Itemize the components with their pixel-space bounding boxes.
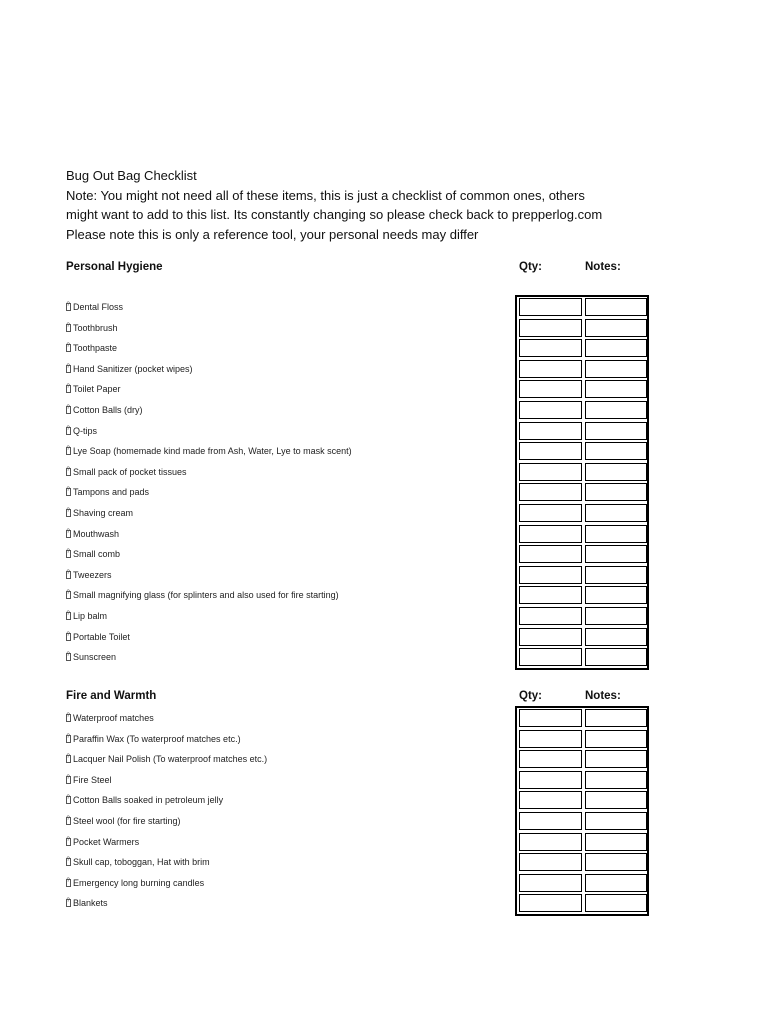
- notes-cell[interactable]: [585, 750, 647, 768]
- qty-cell[interactable]: [519, 504, 582, 522]
- checklist-item: [66, 527, 119, 541]
- grid-row: [517, 544, 647, 565]
- checkbox-icon[interactable]: [66, 406, 71, 414]
- grid-row: [517, 441, 647, 462]
- qty-cell[interactable]: [519, 894, 582, 912]
- checkbox-icon[interactable]: [66, 714, 71, 722]
- notes-cell[interactable]: [585, 483, 647, 501]
- grid-row: [517, 606, 647, 627]
- checkbox-icon[interactable]: [66, 858, 71, 866]
- checklist-item: [66, 896, 108, 910]
- checkbox-icon[interactable]: [66, 735, 71, 743]
- notes-cell[interactable]: [585, 360, 647, 378]
- checkbox-icon[interactable]: [66, 755, 71, 763]
- section-header-personal-hygiene: [66, 261, 686, 279]
- checklist-item: [66, 321, 118, 335]
- grid-row: [517, 318, 647, 339]
- checklist-item-label: Portable Toilet: [73, 631, 130, 642]
- grid-row: [517, 338, 647, 359]
- qty-cell[interactable]: [519, 874, 582, 892]
- checklist-item: [66, 876, 204, 890]
- checklist-item: [66, 793, 223, 807]
- qty-cell[interactable]: [519, 628, 582, 646]
- item-list-personal-hygiene: [66, 300, 506, 671]
- grid-row: [517, 832, 647, 853]
- notes-cell[interactable]: [585, 525, 647, 543]
- checklist-item: [66, 773, 112, 787]
- checkbox-icon[interactable]: [66, 591, 71, 599]
- notes-cell[interactable]: [585, 566, 647, 584]
- notes-cell[interactable]: [585, 586, 647, 604]
- page-title: Bug Out Bag Checklist: [66, 168, 197, 183]
- qty-cell[interactable]: [519, 360, 582, 378]
- checklist-item-label: Lacquer Nail Polish (To waterproof matches etc.): [73, 754, 268, 765]
- checklist-item-label: Blankets: [73, 898, 108, 909]
- checklist-item: [66, 588, 339, 602]
- checklist-item-label: Steel wool (for fire starting): [73, 816, 181, 826]
- checkbox-icon[interactable]: [66, 344, 71, 352]
- grid-row: [517, 585, 647, 606]
- qty-cell[interactable]: [519, 319, 582, 337]
- grid-row: [517, 749, 647, 770]
- checklist-item-label: Small pack of pocket tissues: [73, 466, 187, 477]
- grid-row: [517, 421, 647, 442]
- checkbox-icon[interactable]: [66, 571, 71, 579]
- checkbox-icon[interactable]: [66, 365, 71, 373]
- checklist-item-label: Waterproof matches: [73, 713, 154, 723]
- grid-row: [517, 770, 647, 791]
- checklist-item-label: Tampons and pads: [73, 487, 150, 498]
- grid-row: [517, 503, 647, 524]
- notes-cell[interactable]: [585, 894, 647, 912]
- qty-cell[interactable]: [519, 463, 582, 481]
- qty-cell[interactable]: [519, 791, 582, 809]
- checklist-item-label: Mouthwash: [73, 528, 120, 539]
- notes-cell[interactable]: [585, 771, 647, 789]
- checklist-item: [66, 444, 352, 458]
- notes-cell[interactable]: [585, 380, 647, 398]
- grid-row: [517, 708, 647, 729]
- checklist-item: [66, 382, 121, 396]
- checkbox-icon[interactable]: [66, 550, 71, 558]
- qty-cell[interactable]: [519, 730, 582, 748]
- checklist-item: [66, 835, 139, 849]
- qty-cell[interactable]: [519, 607, 582, 625]
- entry-grid-fire-and-warmth: [515, 706, 649, 916]
- grid-row: [517, 893, 647, 914]
- checkbox-icon[interactable]: [66, 899, 71, 907]
- qty-cell[interactable]: [519, 298, 582, 316]
- grid-row: [517, 359, 647, 380]
- grid-row: [517, 647, 647, 668]
- note-line-2: might want to add to this list. Its constantly changing so please check back to prepperlog.com: [66, 207, 603, 222]
- qty-cell[interactable]: [519, 525, 582, 543]
- checkbox-icon[interactable]: [66, 653, 71, 661]
- checklist-item-label: Sunscreen: [73, 652, 117, 663]
- grid-row: [517, 873, 647, 894]
- checkbox-icon[interactable]: [66, 879, 71, 887]
- qty-cell[interactable]: [519, 380, 582, 398]
- checklist-item-label: Toilet Paper: [73, 384, 121, 395]
- checklist-item: [66, 506, 133, 520]
- notes-cell[interactable]: [585, 607, 647, 625]
- checklist-item: [66, 814, 181, 828]
- checkbox-icon[interactable]: [66, 468, 71, 476]
- checkbox-icon[interactable]: [66, 612, 71, 620]
- notes-column-label: Notes:: [585, 690, 621, 702]
- checklist-item: [66, 630, 130, 644]
- checklist-item: [66, 711, 154, 725]
- checkbox-icon[interactable]: [66, 488, 71, 496]
- checklist-item: [66, 609, 107, 623]
- checklist-item-label: Toothpaste: [73, 343, 118, 354]
- grid-row: [517, 852, 647, 873]
- checkbox-icon[interactable]: [66, 385, 71, 393]
- note-line-3: Please note this is only a reference tool, your personal needs may differ: [66, 226, 479, 242]
- qty-cell[interactable]: [519, 586, 582, 604]
- checklist-item-label: Cotton Balls soaked in petroleum jelly: [73, 795, 224, 806]
- grid-row: [517, 729, 647, 750]
- qty-cell[interactable]: [519, 709, 582, 727]
- checkbox-icon[interactable]: [66, 303, 71, 311]
- qty-cell[interactable]: [519, 771, 582, 789]
- notes-cell[interactable]: [585, 442, 647, 460]
- checklist-item: [66, 403, 143, 417]
- notes-cell[interactable]: [585, 812, 647, 830]
- qty-cell[interactable]: [519, 339, 582, 357]
- notes-cell[interactable]: [585, 628, 647, 646]
- qty-cell[interactable]: [519, 833, 582, 851]
- qty-column-label: Qty:: [519, 261, 542, 273]
- note-line-1: Note: You might not need all of these items, this is just a checklist of common ones, others: [66, 187, 585, 203]
- notes-cell[interactable]: [585, 339, 647, 357]
- notes-cell[interactable]: [585, 709, 647, 727]
- checklist-item-label: Lip balm: [73, 611, 108, 621]
- notes-cell[interactable]: [585, 545, 647, 563]
- checklist-item: [66, 465, 187, 479]
- qty-cell[interactable]: [519, 483, 582, 501]
- checklist-item: [66, 752, 267, 766]
- qty-cell[interactable]: [519, 750, 582, 768]
- notes-cell[interactable]: [585, 422, 647, 440]
- section-title: Personal Hygiene: [66, 261, 163, 273]
- checklist-item: [66, 424, 97, 438]
- checklist-item-label: Dental Floss: [73, 302, 124, 312]
- grid-row: [517, 379, 647, 400]
- grid-row: [517, 627, 647, 648]
- checklist-item-label: Paraffin Wax (To waterproof matches etc.): [73, 733, 241, 744]
- notes-cell[interactable]: [585, 853, 647, 871]
- checklist-item-label: Pocket Warmers: [73, 836, 140, 847]
- qty-cell[interactable]: [519, 422, 582, 440]
- grid-row: [517, 297, 647, 318]
- notes-cell[interactable]: [585, 648, 647, 666]
- grid-row: [517, 811, 647, 832]
- qty-cell[interactable]: [519, 401, 582, 419]
- checklist-item: [66, 485, 149, 499]
- notes-cell[interactable]: [585, 874, 647, 892]
- checkbox-icon[interactable]: [66, 817, 71, 825]
- checkbox-icon[interactable]: [66, 633, 71, 641]
- checkbox-icon[interactable]: [66, 447, 71, 455]
- checklist-item: [66, 650, 116, 664]
- checkbox-icon[interactable]: [66, 796, 71, 804]
- checklist-item-label: Skull cap, toboggan, Hat with brim: [73, 857, 210, 868]
- checklist-item-label: Cotton Balls (dry): [73, 405, 143, 415]
- notes-cell[interactable]: [585, 319, 647, 337]
- grid-row: [517, 790, 647, 811]
- checklist-item-label: Tweezers: [73, 569, 112, 580]
- qty-cell[interactable]: [519, 442, 582, 460]
- checklist-item-label: Lye Soap (homemade kind made from Ash, Water, Lye to mask scent): [73, 446, 352, 457]
- checklist-item-label: Small magnifying glass (for splinters and also used for fire starting): [73, 590, 339, 601]
- notes-cell[interactable]: [585, 298, 647, 316]
- checklist-item: [66, 300, 123, 314]
- grid-row: [517, 462, 647, 483]
- qty-column-label: Qty:: [519, 690, 542, 702]
- qty-cell[interactable]: [519, 853, 582, 871]
- checkbox-icon[interactable]: [66, 776, 71, 784]
- checkbox-icon[interactable]: [66, 838, 71, 846]
- header-block: [66, 166, 706, 244]
- checklist-item-label: Emergency long burning candles: [73, 877, 205, 888]
- qty-cell[interactable]: [519, 566, 582, 584]
- checklist-item: [66, 855, 210, 869]
- checklist-item: [66, 732, 241, 746]
- qty-cell[interactable]: [519, 545, 582, 563]
- checkbox-icon[interactable]: [66, 427, 71, 435]
- notes-column-label: Notes:: [585, 261, 621, 273]
- notes-cell[interactable]: [585, 401, 647, 419]
- qty-cell[interactable]: [519, 648, 582, 666]
- checklist-item-label: Hand Sanitizer (pocket wipes): [73, 363, 193, 374]
- checklist-item: [66, 568, 112, 582]
- qty-cell[interactable]: [519, 812, 582, 830]
- checkbox-icon[interactable]: [66, 530, 71, 538]
- notes-cell[interactable]: [585, 833, 647, 851]
- checklist-item-label: Shaving cream: [73, 508, 134, 518]
- checklist-item: [66, 341, 117, 355]
- checklist-item-label: Toothbrush: [73, 322, 118, 333]
- grid-row: [517, 524, 647, 545]
- checklist-item-label: Fire Steel: [73, 774, 112, 785]
- notes-cell[interactable]: [585, 504, 647, 522]
- grid-row: [517, 565, 647, 586]
- checklist-item: [66, 547, 120, 561]
- item-list-fire-and-warmth: [66, 711, 506, 917]
- checklist-item-label: Q-tips: [73, 425, 98, 436]
- notes-cell[interactable]: [585, 791, 647, 809]
- entry-grid-personal-hygiene: [515, 295, 649, 670]
- checklist-item-label: Small comb: [73, 549, 121, 560]
- grid-row: [517, 400, 647, 421]
- checkbox-icon[interactable]: [66, 324, 71, 332]
- grid-row: [517, 482, 647, 503]
- notes-cell[interactable]: [585, 730, 647, 748]
- checkbox-icon[interactable]: [66, 509, 71, 517]
- section-title: Fire and Warmth: [66, 690, 157, 702]
- notes-cell[interactable]: [585, 463, 647, 481]
- checklist-item: [66, 362, 193, 376]
